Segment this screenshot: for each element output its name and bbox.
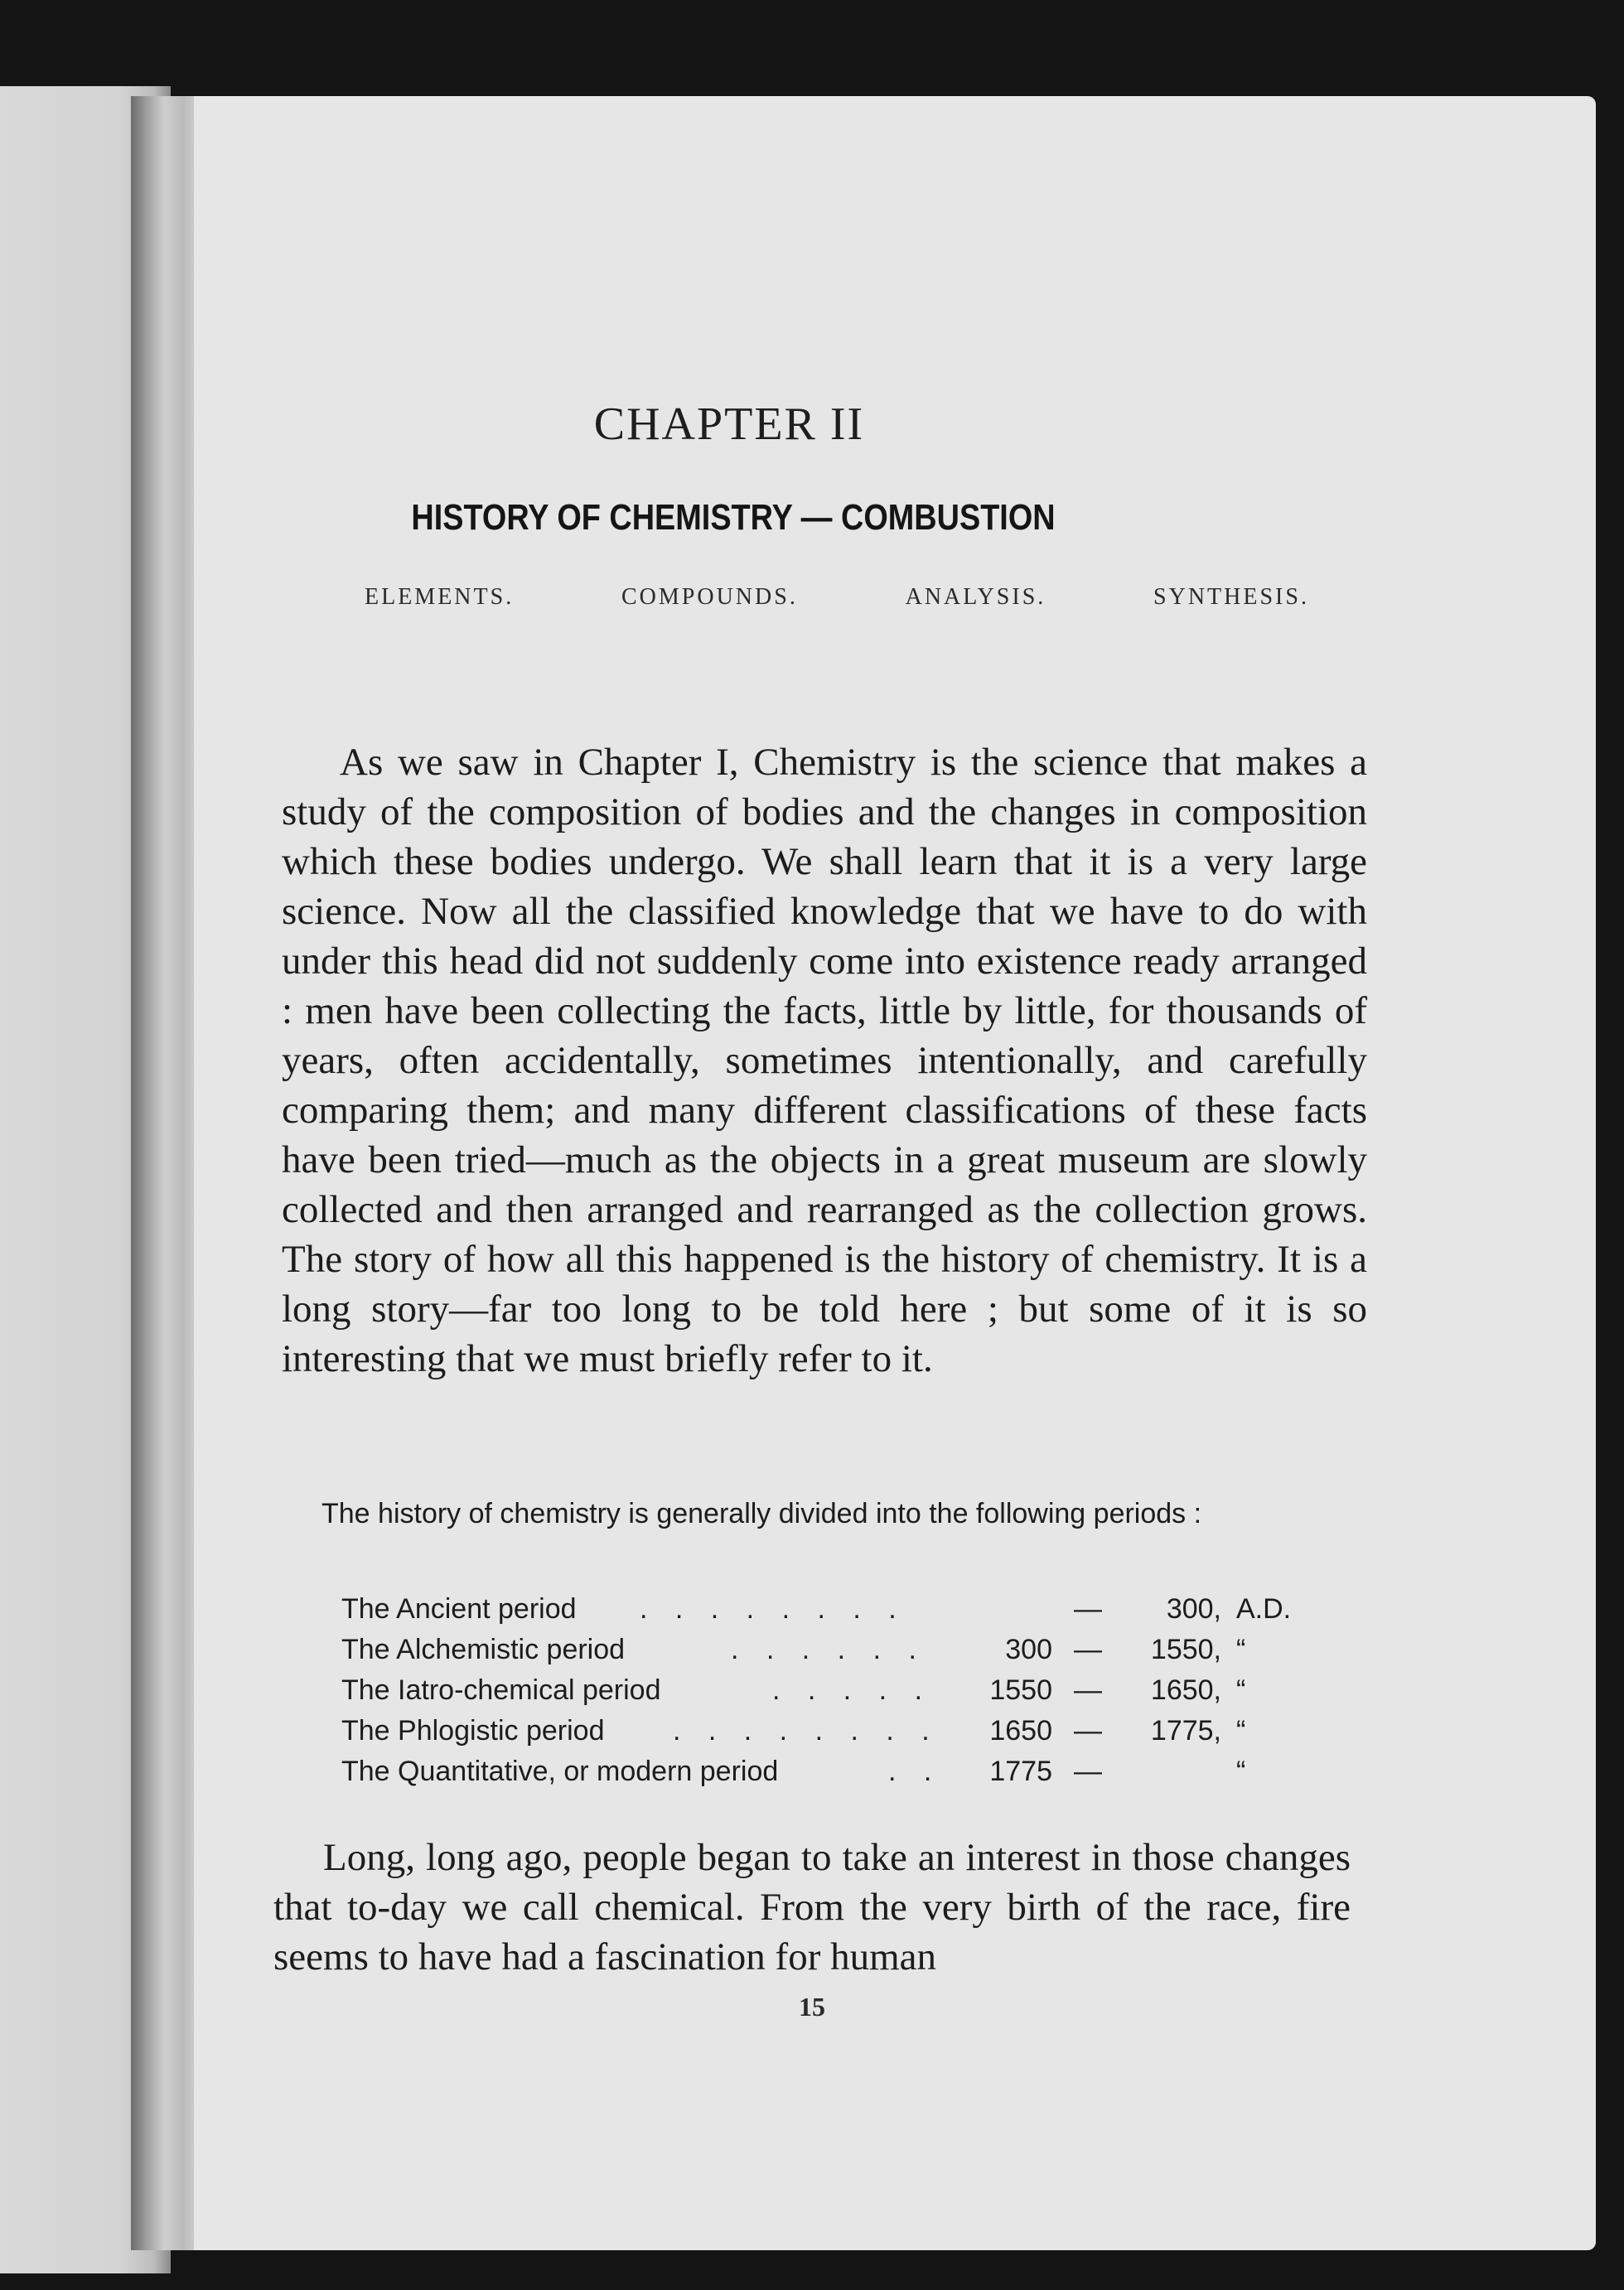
period-name: The Iatro-chemical period bbox=[341, 1674, 661, 1706]
chapter-subtopics bbox=[365, 584, 1309, 611]
chapter-heading: HISTORY OF CHEMISTRY — COMBUSTION bbox=[411, 497, 1056, 538]
period-start: 1775 bbox=[989, 1756, 1052, 1787]
periods-table bbox=[341, 1589, 1303, 1792]
period-name: The Ancient period bbox=[341, 1593, 577, 1625]
period-era: “ bbox=[1236, 1634, 1246, 1665]
page-number: 15 bbox=[799, 1992, 825, 2022]
period-name: The Alchemistic period bbox=[341, 1634, 626, 1665]
period-name: The Phlogistic period bbox=[341, 1715, 605, 1746]
period-start: 1550 bbox=[989, 1674, 1052, 1706]
period-name: The Quantitative, or modern period bbox=[341, 1756, 779, 1787]
period-leader-dots: . . . . . . bbox=[731, 1634, 926, 1665]
chapter-number: CHAPTER II bbox=[593, 399, 865, 450]
subtopic-analysis: ANALYSIS. bbox=[905, 584, 1046, 610]
period-era: A.D. bbox=[1236, 1593, 1292, 1625]
closing-paragraph: Long, long ago, people began to take an interest in those changes that to-day we call chemical. From the very birth of the race, fire seems to have had a fascination for human bbox=[273, 1836, 1351, 1978]
period-leader-dots: . . . . . . . . bbox=[673, 1715, 940, 1746]
period-dash: — bbox=[1074, 1674, 1102, 1706]
period-start: 1650 bbox=[989, 1715, 1052, 1746]
period-dash: — bbox=[1074, 1756, 1102, 1787]
subtopic-compounds: COMPOUNDS. bbox=[621, 584, 798, 610]
period-era: “ bbox=[1236, 1674, 1246, 1706]
period-leader-dots: . . . . . bbox=[772, 1674, 933, 1706]
period-end: 1650, bbox=[1150, 1674, 1221, 1706]
period-row-iatro-chemical bbox=[341, 1670, 1303, 1711]
period-era: “ bbox=[1236, 1756, 1246, 1787]
period-dash: — bbox=[1074, 1715, 1102, 1746]
period-dash: — bbox=[1074, 1593, 1102, 1625]
subtopic-elements: ELEMENTS. bbox=[365, 584, 515, 610]
opening-paragraph: As we saw in Chapter I, Chemistry is the science that makes a study of the composition of bodies and the changes in composition which these bodies undergo. We shall learn that it is a very large science. Now all the classified knowledge that we have to do with under this head did not suddenly come into existence ready arranged : men have been collecting the facts, little by little, for thousands of years, often accidentally, sometimes intentionally, and carefully comparing them; and many different classifications of these facts have been tried—much as the objects in a great museum are slowly collected and then arranged and rearranged as the collection grows. The story of how all this happened is the history of chemistry. It is a long story—far too long to be told here ; but some of it is so interesting that we must briefly refer to it. bbox=[282, 741, 1367, 1380]
period-end: 300, bbox=[1166, 1593, 1221, 1625]
subtopic-synthesis: SYNTHESIS. bbox=[1153, 584, 1309, 610]
period-end: 1550, bbox=[1150, 1634, 1221, 1665]
period-dash: — bbox=[1074, 1634, 1102, 1665]
period-leader-dots: . . bbox=[888, 1756, 942, 1787]
period-row-quantitative bbox=[341, 1751, 1303, 1792]
period-row-phlogistic bbox=[341, 1711, 1303, 1751]
period-start: 300 bbox=[1005, 1634, 1052, 1665]
period-end: 1775, bbox=[1150, 1715, 1221, 1746]
periods-intro-paragraph: The history of chemistry is generally divided into the following periods : bbox=[321, 1498, 1202, 1529]
period-row-ancient bbox=[341, 1589, 1303, 1630]
period-era: “ bbox=[1236, 1715, 1246, 1746]
period-row-alchemistic bbox=[341, 1630, 1303, 1670]
period-leader-dots: . . . . . . . . bbox=[640, 1593, 906, 1625]
